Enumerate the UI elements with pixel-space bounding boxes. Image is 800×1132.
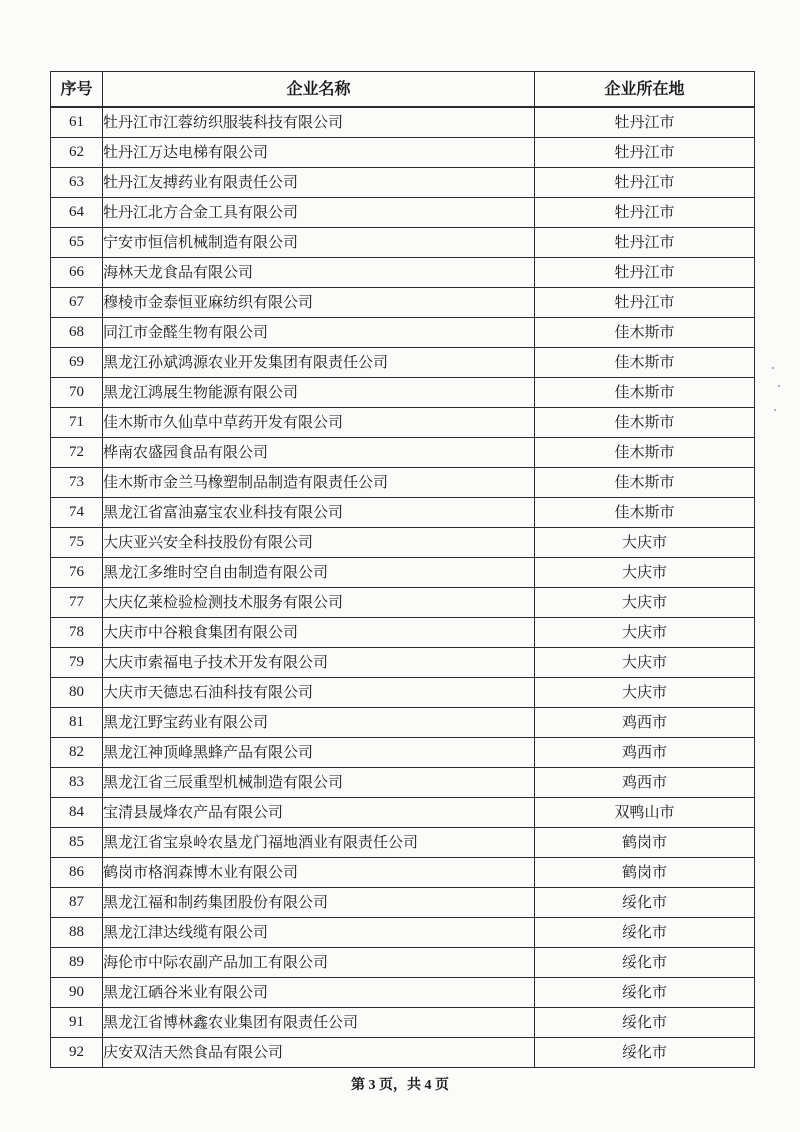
header-company-location: 企业所在地 (535, 72, 755, 108)
company-list-sheet (50, 71, 755, 1068)
serial-number-cell: 76 (51, 558, 103, 588)
serial-number-cell: 70 (51, 378, 103, 408)
serial-number-cell: 91 (51, 1008, 103, 1038)
serial-number-cell: 73 (51, 468, 103, 498)
company-name-cell: 黑龙江省博林鑫农业集团有限责任公司 (103, 1008, 535, 1038)
company-location-cell: 鸡西市 (535, 738, 755, 768)
company-name-cell: 穆棱市金泰恒亚麻纺织有限公司 (103, 288, 535, 318)
table-body (51, 107, 755, 1068)
serial-number-cell: 66 (51, 258, 103, 288)
company-table (50, 71, 755, 1068)
serial-number-cell: 61 (51, 107, 103, 138)
company-location-cell: 大庆市 (535, 528, 755, 558)
serial-number-cell: 75 (51, 528, 103, 558)
company-name-cell: 海林天龙食品有限公司 (103, 258, 535, 288)
table-row (51, 648, 755, 678)
company-name-cell: 佳木斯市金兰马橡塑制品制造有限责任公司 (103, 468, 535, 498)
company-location-cell: 佳木斯市 (535, 348, 755, 378)
company-location-cell: 牡丹江市 (535, 168, 755, 198)
table-row (51, 618, 755, 648)
table-row (51, 198, 755, 228)
company-location-cell: 绥化市 (535, 1008, 755, 1038)
serial-number-cell: 74 (51, 498, 103, 528)
company-name-cell: 同江市金醛生物有限公司 (103, 318, 535, 348)
table-row (51, 528, 755, 558)
serial-number-cell: 64 (51, 198, 103, 228)
table-row (51, 468, 755, 498)
company-location-cell: 鸡西市 (535, 768, 755, 798)
company-location-cell: 牡丹江市 (535, 228, 755, 258)
company-name-cell: 黑龙江野宝药业有限公司 (103, 708, 535, 738)
serial-number-cell: 87 (51, 888, 103, 918)
company-name-cell: 宝清县晟烽农产品有限公司 (103, 798, 535, 828)
serial-number-cell: 68 (51, 318, 103, 348)
table-row (51, 378, 755, 408)
company-name-cell: 黑龙江省宝泉岭农垦龙门福地酒业有限责任公司 (103, 828, 535, 858)
page-number-footer: 第 3 页，共 4 页 (351, 1078, 449, 1093)
serial-number-cell: 88 (51, 918, 103, 948)
table-row (51, 438, 755, 468)
company-name-cell: 大庆市天德忠石油科技有限公司 (103, 678, 535, 708)
table-row (51, 588, 755, 618)
company-name-cell: 桦南农盛园食品有限公司 (103, 438, 535, 468)
company-name-cell: 大庆市索福电子技术开发有限公司 (103, 648, 535, 678)
table-row (51, 107, 755, 138)
company-name-cell: 黑龙江孙斌鸿源农业开发集团有限责任公司 (103, 348, 535, 378)
serial-number-cell: 79 (51, 648, 103, 678)
serial-number-cell: 84 (51, 798, 103, 828)
company-location-cell: 大庆市 (535, 618, 755, 648)
company-location-cell: 绥化市 (535, 918, 755, 948)
serial-number-cell: 65 (51, 228, 103, 258)
table-row (51, 1038, 755, 1068)
table-row (51, 858, 755, 888)
company-name-cell: 黑龙江神顶峰黑蜂产品有限公司 (103, 738, 535, 768)
company-name-cell: 黑龙江福和制药集团股份有限公司 (103, 888, 535, 918)
company-name-cell: 牡丹江万达电梯有限公司 (103, 138, 535, 168)
company-location-cell: 牡丹江市 (535, 258, 755, 288)
company-location-cell: 佳木斯市 (535, 408, 755, 438)
company-location-cell: 鸡西市 (535, 708, 755, 738)
company-name-cell: 黑龙江多维时空自由制造有限公司 (103, 558, 535, 588)
table-row (51, 138, 755, 168)
table-row (51, 228, 755, 258)
company-location-cell: 佳木斯市 (535, 438, 755, 468)
header-serial-number: 序号 (51, 72, 103, 108)
company-name-cell: 宁安市恒信机械制造有限公司 (103, 228, 535, 258)
company-name-cell: 黑龙江鸿展生物能源有限公司 (103, 378, 535, 408)
serial-number-cell: 86 (51, 858, 103, 888)
table-row (51, 888, 755, 918)
table-row (51, 948, 755, 978)
table-row (51, 678, 755, 708)
company-location-cell: 大庆市 (535, 678, 755, 708)
serial-number-cell: 63 (51, 168, 103, 198)
table-row (51, 408, 755, 438)
company-location-cell: 佳木斯市 (535, 468, 755, 498)
company-name-cell: 庆安双洁天然食品有限公司 (103, 1038, 535, 1068)
company-name-cell: 佳木斯市久仙草中草药开发有限公司 (103, 408, 535, 438)
company-name-cell: 大庆市中谷粮食集团有限公司 (103, 618, 535, 648)
serial-number-cell: 81 (51, 708, 103, 738)
table-row (51, 738, 755, 768)
company-name-cell: 牡丹江北方合金工具有限公司 (103, 198, 535, 228)
company-location-cell: 牡丹江市 (535, 198, 755, 228)
table-row (51, 498, 755, 528)
serial-number-cell: 71 (51, 408, 103, 438)
company-name-cell: 海伦市中际农副产品加工有限公司 (103, 948, 535, 978)
serial-number-cell: 69 (51, 348, 103, 378)
serial-number-cell: 85 (51, 828, 103, 858)
company-name-cell: 牡丹江市江蓉纺织服装科技有限公司 (103, 107, 535, 138)
scan-specks (770, 365, 790, 425)
company-location-cell: 牡丹江市 (535, 288, 755, 318)
company-location-cell: 牡丹江市 (535, 107, 755, 138)
table-row (51, 288, 755, 318)
company-location-cell: 绥化市 (535, 948, 755, 978)
company-location-cell: 佳木斯市 (535, 318, 755, 348)
serial-number-cell: 78 (51, 618, 103, 648)
company-location-cell: 大庆市 (535, 588, 755, 618)
table-row (51, 348, 755, 378)
serial-number-cell: 82 (51, 738, 103, 768)
company-name-cell: 黑龙江硒谷米业有限公司 (103, 978, 535, 1008)
table-row (51, 828, 755, 858)
company-location-cell: 鹤岗市 (535, 858, 755, 888)
table-row (51, 258, 755, 288)
serial-number-cell: 77 (51, 588, 103, 618)
table-row (51, 1008, 755, 1038)
company-location-cell: 鹤岗市 (535, 828, 755, 858)
company-name-cell: 黑龙江省富油嘉宝农业科技有限公司 (103, 498, 535, 528)
company-location-cell: 大庆市 (535, 648, 755, 678)
serial-number-cell: 62 (51, 138, 103, 168)
company-location-cell: 绥化市 (535, 888, 755, 918)
header-company-name: 企业名称 (103, 72, 535, 108)
serial-number-cell: 90 (51, 978, 103, 1008)
serial-number-cell: 92 (51, 1038, 103, 1068)
company-location-cell: 佳木斯市 (535, 378, 755, 408)
serial-number-cell: 72 (51, 438, 103, 468)
company-name-cell: 鹤岗市格润森博木业有限公司 (103, 858, 535, 888)
table-row (51, 978, 755, 1008)
company-name-cell: 牡丹江友搏药业有限责任公司 (103, 168, 535, 198)
table-row (51, 918, 755, 948)
table-row (51, 318, 755, 348)
table-row (51, 768, 755, 798)
company-name-cell: 黑龙江省三辰重型机械制造有限公司 (103, 768, 535, 798)
serial-number-cell: 83 (51, 768, 103, 798)
serial-number-cell: 80 (51, 678, 103, 708)
company-location-cell: 牡丹江市 (535, 138, 755, 168)
company-location-cell: 绥化市 (535, 1038, 755, 1068)
table-row (51, 708, 755, 738)
company-location-cell: 绥化市 (535, 978, 755, 1008)
serial-number-cell: 89 (51, 948, 103, 978)
table-row (51, 168, 755, 198)
company-name-cell: 大庆亚兴安全科技股份有限公司 (103, 528, 535, 558)
table-row (51, 558, 755, 588)
company-location-cell: 双鸭山市 (535, 798, 755, 828)
table-header-row (51, 72, 755, 108)
company-name-cell: 大庆亿莱检验检测技术服务有限公司 (103, 588, 535, 618)
company-location-cell: 大庆市 (535, 558, 755, 588)
company-location-cell: 佳木斯市 (535, 498, 755, 528)
table-row (51, 798, 755, 828)
serial-number-cell: 67 (51, 288, 103, 318)
company-name-cell: 黑龙江津达线缆有限公司 (103, 918, 535, 948)
